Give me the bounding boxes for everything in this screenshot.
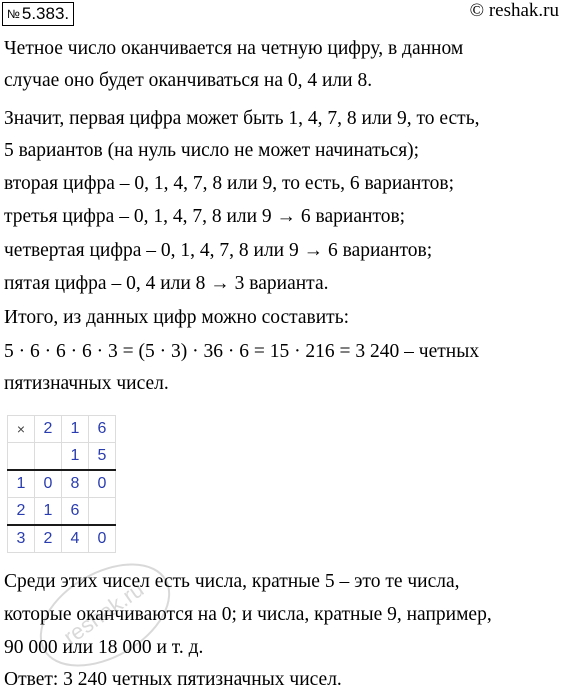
text-line-9: Итого, из данных цифр можно составить: xyxy=(4,307,350,328)
text-line-8: пятая цифра – 0, 4 или 8 → 3 варианта. xyxy=(4,273,329,294)
watermark-text: reshak.ru xyxy=(58,576,149,650)
number-sign: № xyxy=(7,7,20,21)
text-line-5: вторая цифра – 0, 1, 4, 7, 8 или 9, то есть, 6 вариантов; xyxy=(4,173,454,194)
digit-cell: 1 xyxy=(62,443,89,471)
digit-cell: 3 xyxy=(8,525,35,553)
text-line-14: 90 000 или 18 000 и т. д. xyxy=(4,637,204,658)
digit-cell: 4 xyxy=(62,525,89,553)
text-line-11: пятизначных чисел. xyxy=(4,373,169,394)
answer-line: Ответ: 3 240 четных пятизначных чисел. xyxy=(4,669,342,690)
times-sign: × xyxy=(8,416,35,443)
digit-cell: 1 xyxy=(8,470,35,498)
digit-cell xyxy=(35,443,62,471)
site-credit: © reshak.ru xyxy=(469,0,559,21)
problem-number-value: 5.383. xyxy=(21,4,70,23)
digit-cell: 0 xyxy=(35,470,62,498)
text-line-10: 5 · 6 · 6 · 6 · 3 = (5 · 3) · 36 · 6 = 15 · 216 = 3 240 – четных xyxy=(4,341,480,362)
text-line-4: 5 вариантов (на нуль число не может начинаться); xyxy=(4,140,420,161)
text-line-2: случае оно будет оканчиваться на 0, 4 или 8. xyxy=(4,70,373,91)
digit-cell xyxy=(89,498,116,526)
digit-cell: 2 xyxy=(35,416,62,443)
text-line-3: Значит, первая цифра может быть 1, 4, 7, 8 или 9, то есть, xyxy=(4,108,480,129)
multiplication-column xyxy=(7,415,116,553)
text-line-6: третья цифра – 0, 1, 4, 7, 8 или 9 → 6 вариантов; xyxy=(4,206,406,227)
digit-cell xyxy=(8,443,35,471)
digit-cell: 1 xyxy=(35,498,62,526)
digit-cell: 6 xyxy=(89,416,116,443)
text-line-7: четвертая цифра – 0, 1, 4, 7, 8 или 9 → 6 вариантов; xyxy=(4,240,433,261)
digit-cell: 2 xyxy=(35,525,62,553)
digit-cell: 6 xyxy=(62,498,89,526)
digit-cell: 0 xyxy=(89,525,116,553)
text-line-13: которые оканчиваются на 0; и числа, кратные 9, например, xyxy=(4,604,492,625)
digit-cell: 2 xyxy=(8,498,35,526)
text-line-12: Среди этих чисел есть числа, кратные 5 – это те числа, xyxy=(4,571,460,592)
problem-number xyxy=(2,2,74,26)
digit-cell: 0 xyxy=(89,470,116,498)
digit-cell: 8 xyxy=(62,470,89,498)
text-line-1: Четное число оканчивается на четную цифру, в данном xyxy=(4,38,464,59)
digit-cell: 1 xyxy=(62,416,89,443)
digit-cell: 5 xyxy=(89,443,116,471)
